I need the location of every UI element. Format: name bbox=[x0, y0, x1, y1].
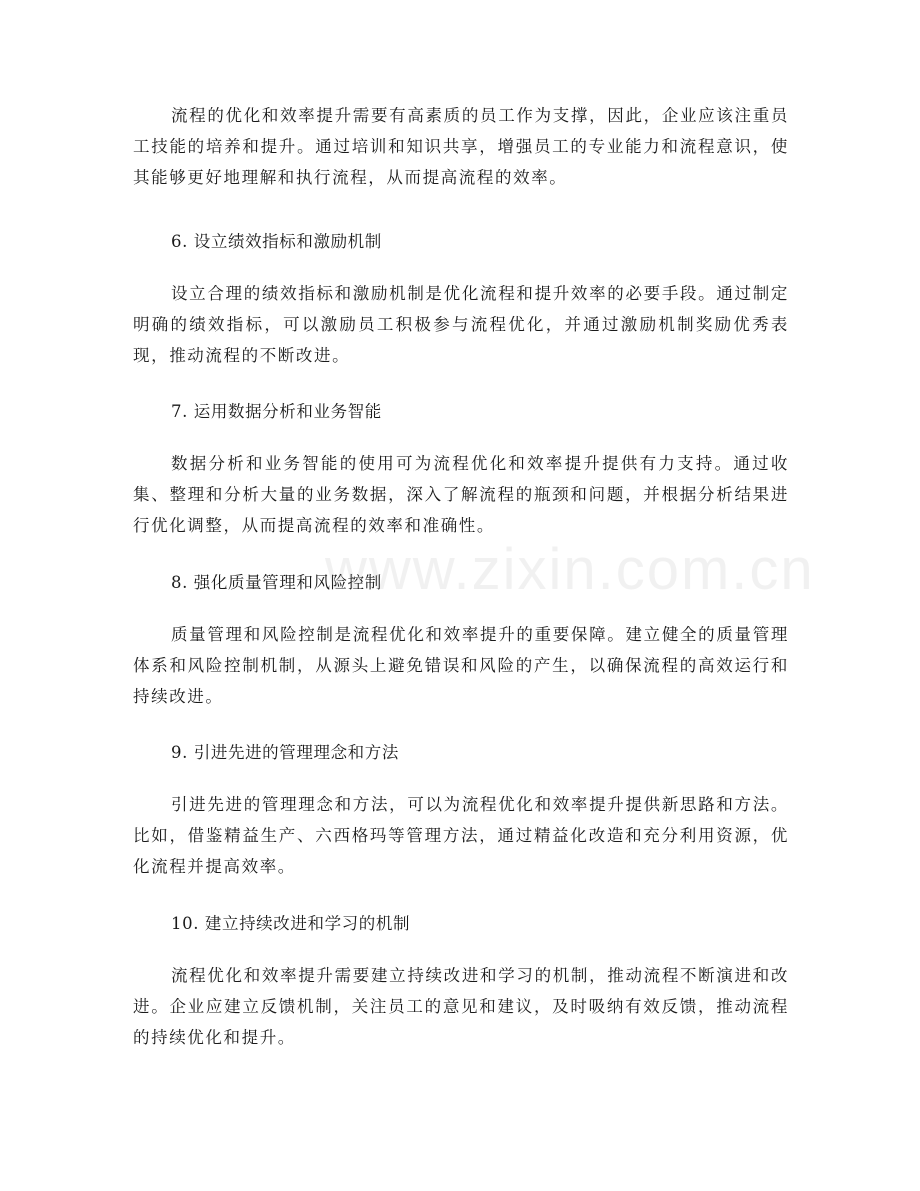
section-9-heading: 9. 引进先进的管理理念和方法 bbox=[171, 743, 399, 762]
intro-paragraph: 流程的优化和效率提升需要有高素质的员工作为支撑，因此，企业应该注重员工技能的培养和提升。通过培训和知识共享，增强员工的专业能力和流程意识，使其能够更好地理解和执行流程，从而提高流程的效率。 bbox=[133, 106, 789, 187]
section-9-body: 引进先进的管理理念和方法，可以为流程优化和效率提升提供新思路和方法。比如，借鉴精益生产、六西格玛等管理方法，通过精益化改造和充分利用资源，优化流程并提高效率。 bbox=[133, 795, 789, 876]
section-10-heading: 10. 建立持续改进和学习的机制 bbox=[171, 914, 411, 933]
section-7-heading: 7. 运用数据分析和业务智能 bbox=[171, 402, 382, 421]
section-6-body: 设立合理的绩效指标和激励机制是优化流程和提升效率的必要手段。通过制定明确的绩效指标，可以激励员工积极参与流程优化，并通过激励机制奖励优秀表现，推动流程的不断改进。 bbox=[133, 284, 789, 365]
section-8-heading: 8. 强化质量管理和风险控制 bbox=[171, 573, 382, 592]
section-10-body: 流程优化和效率提升需要建立持续改进和学习的机制，推动流程不断演进和改进。企业应建立反馈机制，关注员工的意见和建议，及时吸纳有效反馈，推动流程的持续优化和提升。 bbox=[133, 966, 789, 1047]
section-7-body: 数据分析和业务智能的使用可为流程优化和效率提升提供有力支持。通过收集、整理和分析大量的业务数据，深入了解流程的瓶颈和问题，并根据分析结果进行优化调整，从而提高流程的效率和准确性。 bbox=[133, 454, 789, 535]
section-8-body: 质量管理和风险控制是流程优化和效率提升的重要保障。建立健全的质量管理体系和风险控制机制，从源头上避免错误和风险的产生，以确保流程的高效运行和持续改进。 bbox=[133, 625, 789, 706]
watermark-text: www.zixin.com.cn bbox=[325, 537, 815, 602]
section-6-heading: 6. 设立绩效指标和激励机制 bbox=[171, 232, 382, 251]
